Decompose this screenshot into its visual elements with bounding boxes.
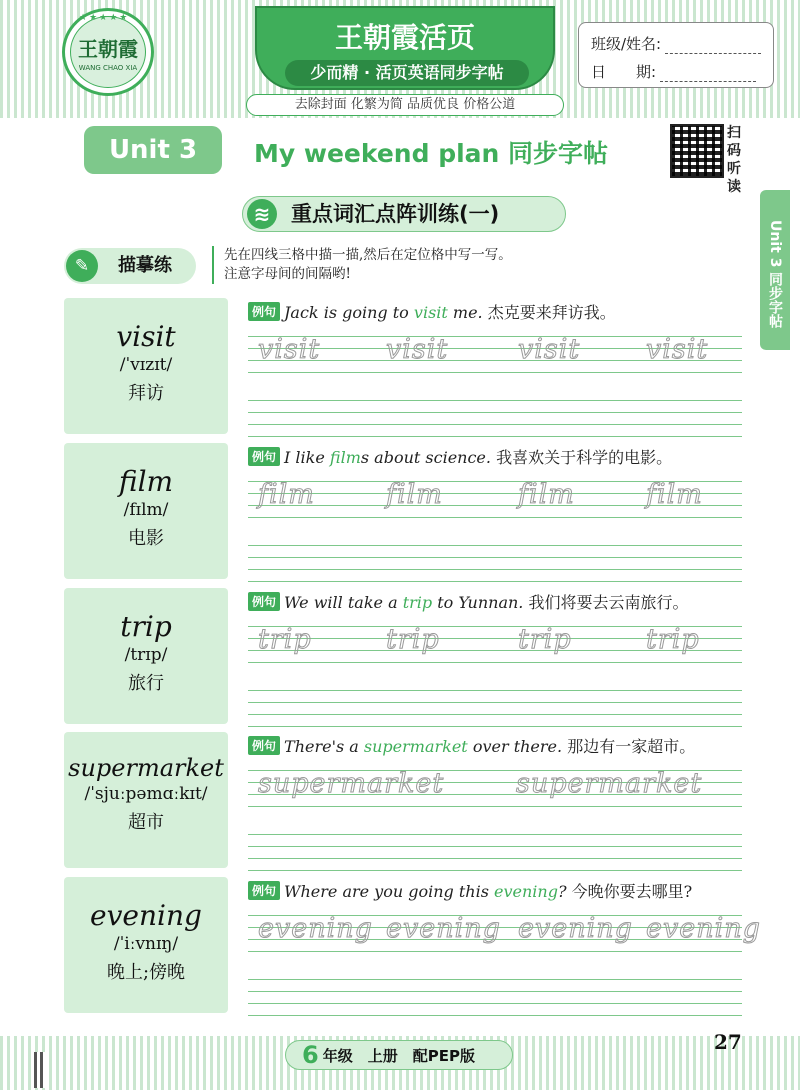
section-title: 重点词汇点阵训练(一) xyxy=(291,202,500,226)
guide-line xyxy=(248,690,742,691)
example-en-before: Where are you going this xyxy=(284,882,495,901)
guide-line xyxy=(248,951,742,952)
guide-line xyxy=(248,400,742,401)
example-zh: 我喜欢关于科学的电影。 xyxy=(490,448,673,467)
trace-word[interactable]: film xyxy=(258,479,315,510)
phonetic: /ˈvɪzɪt/ xyxy=(119,355,173,375)
example-sentence xyxy=(248,879,692,902)
guide-line xyxy=(248,517,742,518)
trace-word[interactable]: evening xyxy=(646,913,761,944)
pencil-icon: ✎ xyxy=(66,250,98,282)
trace-word[interactable]: visit xyxy=(258,334,321,365)
grade-text: 年级 上册 配PEP版 xyxy=(322,1047,475,1065)
example-en-after: me. xyxy=(447,303,483,322)
trace-word[interactable]: trip xyxy=(258,624,312,655)
writing-lines[interactable] xyxy=(248,471,742,581)
section-heading xyxy=(242,196,566,232)
example-zh: 杰克要来拜访我。 xyxy=(482,303,616,322)
date-label: 日 期: xyxy=(591,63,657,81)
example-en-before: Jack is going to xyxy=(284,303,414,322)
logo-subtext: WANG CHAO XIA xyxy=(78,63,138,72)
word-card xyxy=(64,732,228,868)
class-name-label: 班级/姓名: xyxy=(591,35,662,53)
example-en-after: ? xyxy=(557,882,567,901)
example-en-before: There's a xyxy=(284,737,364,756)
class-name-field[interactable] xyxy=(665,38,761,54)
guide-line xyxy=(248,870,742,871)
guide-line xyxy=(248,979,742,980)
trace-word[interactable]: evening xyxy=(258,913,373,944)
writing-lines[interactable] xyxy=(248,326,742,436)
trace-word[interactable]: trip xyxy=(386,624,440,655)
example-sentence xyxy=(248,590,688,613)
example-en-before: We will take a xyxy=(284,593,403,612)
example-tag: 例句 xyxy=(248,881,280,900)
phonetic: /fɪlm/ xyxy=(123,500,169,520)
instructions xyxy=(212,246,592,284)
brand-logo xyxy=(62,8,154,96)
example-zh: 今晚你要去哪里? xyxy=(566,882,693,901)
brand-title: 王朝霞活页 xyxy=(334,21,475,54)
example-keyword: film xyxy=(329,448,361,467)
vocab-word: trip xyxy=(120,610,172,643)
example-tag: 例句 xyxy=(248,736,280,755)
example-keyword: visit xyxy=(413,303,448,322)
phonetic: /ˈiːvnɪŋ/ xyxy=(113,934,179,954)
guide-line xyxy=(248,545,742,546)
mode-tag xyxy=(64,248,196,284)
guide-line xyxy=(248,846,742,847)
guide-line xyxy=(248,424,742,425)
guide-line xyxy=(248,436,742,437)
meaning: 晚上;傍晚 xyxy=(106,962,186,983)
logo-stars: ★★★★★ xyxy=(79,13,130,23)
word-card xyxy=(64,443,228,579)
phonetic: /trɪp/ xyxy=(124,645,168,665)
example-en-before: I like xyxy=(284,448,330,467)
trace-word[interactable]: visit xyxy=(646,334,709,365)
class-name-row xyxy=(591,33,761,54)
writing-lines[interactable] xyxy=(248,760,742,870)
guide-line xyxy=(248,412,742,413)
example-keyword: evening xyxy=(494,882,558,901)
meaning: 拜访 xyxy=(128,383,164,404)
example-sentence xyxy=(248,734,695,757)
trace-word[interactable]: film xyxy=(386,479,443,510)
grade-badge xyxy=(285,1040,513,1070)
guide-line xyxy=(248,714,742,715)
student-info-box xyxy=(578,22,774,88)
trace-word[interactable]: trip xyxy=(518,624,572,655)
meaning: 旅行 xyxy=(128,673,164,694)
brand-subtitle: 少而精 · 活页英语同步字帖 xyxy=(285,60,529,86)
trace-word[interactable]: evening xyxy=(518,913,633,944)
example-tag: 例句 xyxy=(248,592,280,611)
logo-text: 王朝霞 xyxy=(78,36,138,61)
meaning: 超市 xyxy=(128,812,164,833)
date-field[interactable] xyxy=(660,66,756,82)
trace-word[interactable]: evening xyxy=(386,913,501,944)
qr-label: 扫码听读 xyxy=(727,125,741,195)
unit-tab: Unit 3 xyxy=(84,126,222,174)
guide-line xyxy=(248,806,742,807)
example-sentence xyxy=(248,300,616,323)
trace-word[interactable]: film xyxy=(518,479,575,510)
brand-tagline: 去除封面 化繁为简 品质优良 价格公道 xyxy=(246,94,564,116)
guide-line xyxy=(248,702,742,703)
guide-line xyxy=(248,1003,742,1004)
page-number: 27 xyxy=(714,1030,742,1054)
example-keyword: trip xyxy=(402,593,433,612)
wave-icon: ≋ xyxy=(247,199,277,229)
guide-line xyxy=(248,858,742,859)
guide-line xyxy=(248,834,742,835)
example-en-after: over there. xyxy=(467,737,563,756)
example-en-after: to Yunnan. xyxy=(432,593,524,612)
example-sentence xyxy=(248,445,672,468)
date-row xyxy=(591,61,756,82)
word-card xyxy=(64,298,228,434)
grade-number: 6 xyxy=(302,1041,319,1069)
trace-word[interactable]: visit xyxy=(518,334,581,365)
guide-line xyxy=(248,581,742,582)
writing-lines[interactable] xyxy=(248,616,742,726)
guide-line xyxy=(248,372,742,373)
example-tag: 例句 xyxy=(248,447,280,466)
trace-word[interactable]: visit xyxy=(386,334,449,365)
corner-hatch-mark xyxy=(34,1052,46,1088)
vocab-word: evening xyxy=(90,899,202,932)
guide-line xyxy=(248,991,742,992)
example-tag: 例句 xyxy=(248,302,280,321)
word-card xyxy=(64,588,228,724)
word-card xyxy=(64,877,228,1013)
page-title: My weekend plan 同步字帖 xyxy=(254,139,609,168)
guide-line xyxy=(248,662,742,663)
instruction-line-1: 先在四线三格中描一描,然后在定位格中写一写。 xyxy=(224,247,512,263)
vocab-word: film xyxy=(118,465,174,498)
trace-word[interactable]: supermarket xyxy=(516,768,703,799)
side-unit-tab: Unit 3 同步字帖 xyxy=(760,190,790,350)
meaning: 电影 xyxy=(128,528,164,549)
guide-line xyxy=(248,726,742,727)
mode-label: 描摹练 xyxy=(118,255,172,276)
example-en-after: s about science. xyxy=(360,448,491,467)
vocab-word: visit xyxy=(116,320,176,353)
phonetic: /ˈsjuːpəmɑːkɪt/ xyxy=(84,784,208,804)
trace-word[interactable]: supermarket xyxy=(258,768,445,799)
instruction-line-2: 注意字母间的间隔哟! xyxy=(224,266,351,282)
example-zh: 那边有一家超市。 xyxy=(562,737,696,756)
example-keyword: supermarket xyxy=(363,737,468,756)
guide-line xyxy=(248,557,742,558)
writing-lines[interactable] xyxy=(248,905,761,1015)
example-zh: 我们将要去云南旅行。 xyxy=(523,593,689,612)
brand-banner xyxy=(255,6,555,90)
guide-line xyxy=(248,569,742,570)
trace-word[interactable]: film xyxy=(646,479,703,510)
qr-code-icon[interactable] xyxy=(670,124,724,178)
guide-line xyxy=(248,1015,742,1016)
vocab-word: supermarket xyxy=(68,754,224,782)
trace-word[interactable]: trip xyxy=(646,624,700,655)
